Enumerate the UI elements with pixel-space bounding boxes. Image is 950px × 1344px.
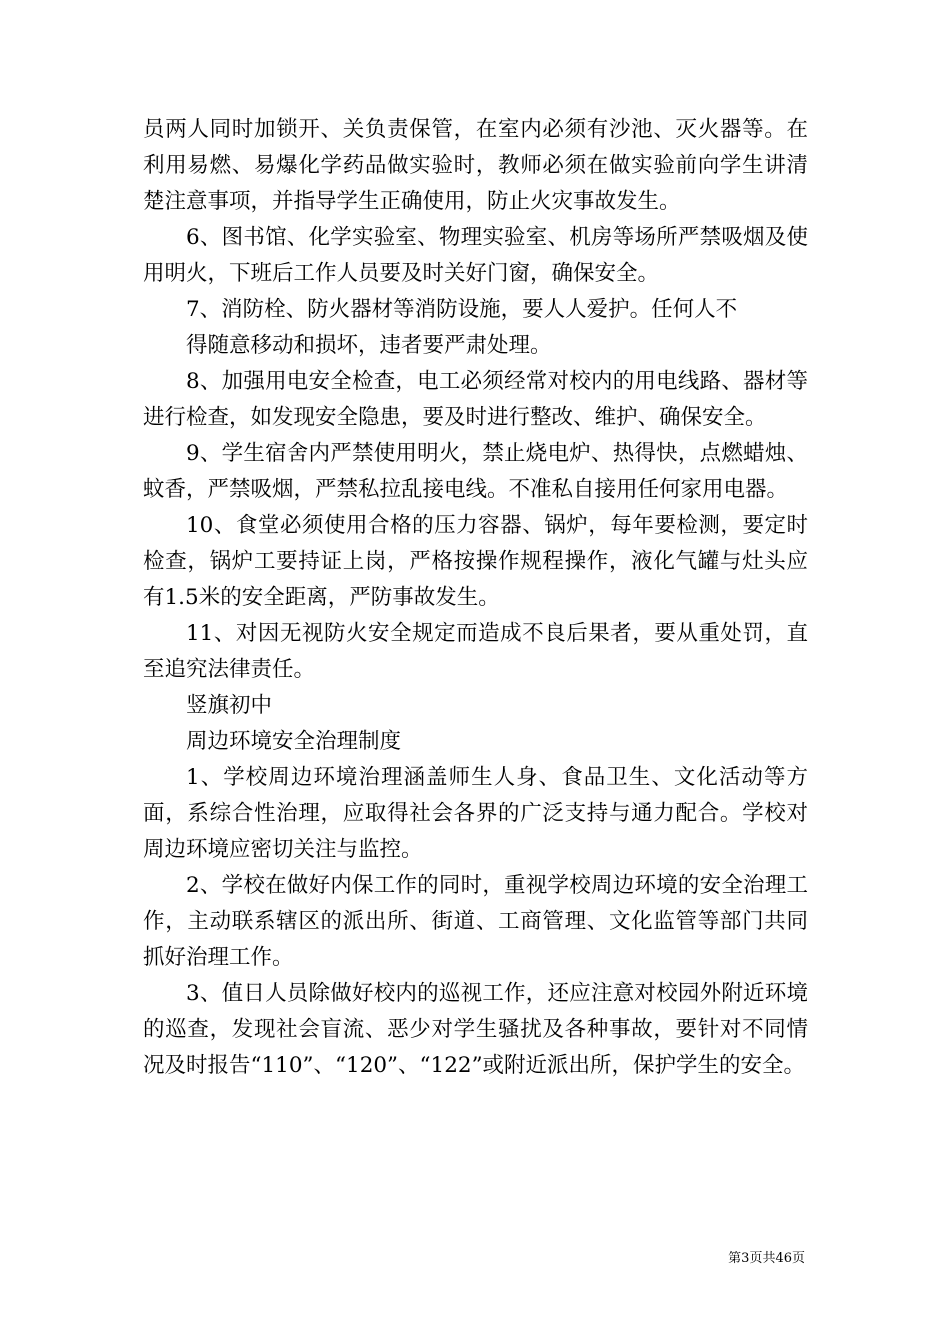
paragraph-item-9: 9、学生宿舍内严禁使用明火，禁止烧电炉、热得快，点燃蜡烛、蚊香，严禁吸烟，严禁私拉乱接电线。不准私自接用任何家用电器。: [143, 441, 808, 502]
page-number: 第3页共46页: [728, 1251, 805, 1266]
school-name: 竖旗初中: [186, 693, 273, 718]
paragraph-item-7: 7、消防栓、防火器材等消防设施，要人人爱护。任何人不: [186, 297, 738, 322]
section-title: 周边环境安全治理制度: [186, 729, 402, 754]
paragraph-env-2: 2、学校在做好内保工作的同时，重视学校周边环境的安全治理工作，主动联系辖区的派出所、街道、工商管理、文化监管等部门共同抓好治理工作。: [143, 873, 808, 970]
paragraph-item-10: 10、食堂必须使用合格的压力容器、锅炉，每年要检测，要定时检查，锅炉工要持证上岗，严格按操作规程操作，液化气罐与灶头应有1.5米的安全距离，严防事故发生。: [143, 513, 808, 610]
paragraph-item-11: 11、对因无视防火安全规定而造成不良后果者，要从重处罚，直至追究法律责任。: [143, 621, 808, 682]
paragraph-env-3: 3、值日人员除做好校内的巡视工作，还应注意对校园外附近环境的巡查，发现社会盲流、恶少对学生骚扰及各种事故，要针对不同情况及时报告“110”、“120”、“122”或附近派出所，保护学生的安全。: [143, 981, 808, 1078]
paragraph-env-1: 1、学校周边环境治理涵盖师生人身、食品卫生、文化活动等方面，系综合性治理，应取得社会各界的广泛支持与通力配合。学校对周边环境应密切关注与监控。: [143, 765, 808, 862]
paragraph-item-6: 6、图书馆、化学实验室、物理实验室、机房等场所严禁吸烟及使用明火，下班后工作人员要及时关好门窗，确保安全。: [143, 225, 808, 286]
paragraph-continuation: 员两人同时加锁开、关负责保管，在室内必须有沙池、灭火器等。在利用易燃、易爆化学药品做实验时，教师必须在做实验前向学生讲清楚注意事项，并指导学生正确使用，防止火灾事故发生。: [143, 117, 808, 214]
paragraph-item-7-continued: 得随意移动和损坏，违者要严肃处理。: [186, 333, 552, 358]
document-body: [143, 112, 808, 1084]
paragraph-item-8: 8、加强用电安全检查，电工必须经常对校内的用电线路、器材等进行检查，如发现安全隐患，要及时进行整改、维护、确保安全。: [143, 369, 808, 430]
